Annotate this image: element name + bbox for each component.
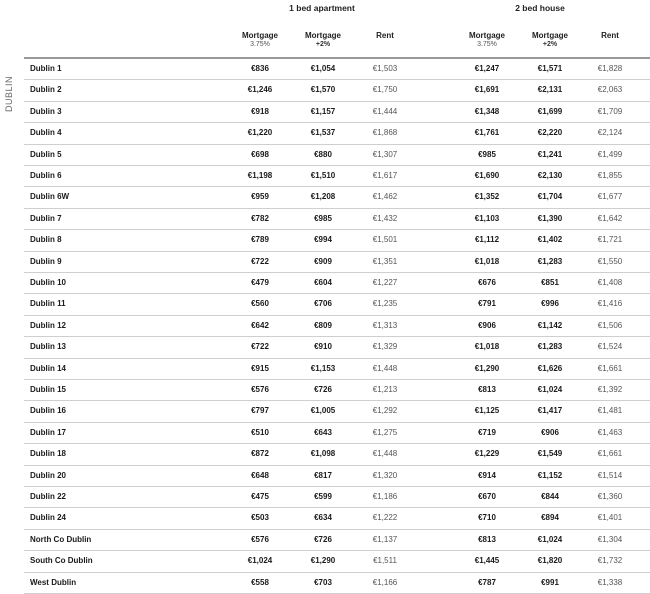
- value-cell: €698: [251, 149, 269, 159]
- area-name: South Co Dublin: [30, 556, 93, 566]
- area-name: Dublin 17: [30, 427, 67, 437]
- value-cell: €1,313: [372, 320, 398, 330]
- table-row: [24, 208, 650, 229]
- value-cell: €1,408: [597, 278, 623, 287]
- value-cell: €1,699: [537, 106, 563, 116]
- value-cell: €1,732: [597, 556, 623, 566]
- value-cell: €1,024: [537, 385, 563, 394]
- value-cell: €1,329: [372, 342, 398, 352]
- area-name: Dublin 18: [30, 449, 67, 459]
- value-cell: €1,220: [247, 128, 273, 138]
- value-cell: €1,137: [372, 534, 398, 544]
- column-header-sub: 3.75%: [477, 41, 497, 48]
- value-cell: €2,063: [597, 85, 623, 95]
- table-row: [24, 293, 650, 314]
- value-cell: €1,018: [474, 256, 500, 266]
- table-row: [24, 336, 650, 357]
- value-cell: €1,246: [247, 85, 273, 95]
- value-cell: €576: [251, 385, 269, 394]
- value-cell: €1,186: [372, 492, 398, 501]
- value-cell: €1,390: [537, 213, 563, 223]
- value-cell: €1,283: [537, 256, 563, 266]
- value-cell: €1,511: [373, 556, 397, 566]
- group-header: 2 bed house: [515, 3, 565, 13]
- value-cell: €1,222: [372, 513, 398, 523]
- area-name: Dublin 8: [30, 235, 62, 245]
- value-cell: €1,432: [372, 213, 398, 223]
- area-name: Dublin 3: [30, 106, 62, 116]
- value-cell: €914: [478, 470, 496, 480]
- table-row: [24, 465, 650, 486]
- value-cell: €1,448: [372, 363, 398, 373]
- value-cell: €1,402: [537, 235, 563, 245]
- value-cell: €1,292: [372, 406, 398, 416]
- table-row: [24, 251, 650, 272]
- value-cell: €1,704: [537, 192, 563, 202]
- table-row: [24, 443, 650, 464]
- value-cell: €722: [251, 256, 269, 266]
- area-name: Dublin 9: [30, 256, 62, 266]
- value-cell: €1,235: [372, 299, 398, 309]
- value-cell: €1,721: [597, 235, 623, 245]
- column-header-label: Mortgage: [532, 31, 568, 40]
- value-cell: €706: [314, 299, 332, 309]
- table-row: [24, 315, 650, 336]
- value-cell: €1,392: [597, 385, 623, 394]
- area-name: Dublin 5: [30, 149, 62, 159]
- value-cell: €1,750: [372, 85, 398, 95]
- value-cell: €726: [314, 385, 332, 394]
- value-cell: €510: [251, 427, 269, 437]
- value-cell: €1,157: [310, 106, 336, 116]
- table-row: [24, 58, 650, 79]
- value-cell: €1,550: [597, 256, 623, 266]
- area-name: Dublin 16: [30, 406, 67, 416]
- value-cell: €813: [478, 534, 496, 544]
- value-cell: €1,549: [537, 449, 563, 459]
- value-cell: €1,338: [597, 577, 623, 587]
- table-row: [24, 507, 650, 528]
- value-cell: €1,481: [597, 406, 623, 416]
- table-row: [24, 79, 650, 100]
- value-cell: €1,054: [310, 64, 336, 73]
- value-cell: €1,626: [537, 363, 563, 373]
- value-cell: €1,198: [247, 171, 273, 180]
- area-name: North Co Dublin: [30, 534, 92, 544]
- group-header: 1 bed apartment: [289, 3, 355, 13]
- area-name: Dublin 10: [30, 278, 67, 287]
- table-row: [24, 422, 650, 443]
- value-cell: €1,351: [372, 256, 398, 266]
- area-name: Dublin 6W: [30, 192, 70, 202]
- value-cell: €475: [251, 492, 269, 501]
- value-cell: €787: [478, 577, 496, 587]
- value-cell: €1,691: [474, 85, 500, 95]
- value-cell: €503: [251, 513, 269, 523]
- column-header-label: Mortgage: [469, 31, 505, 40]
- value-cell: €1,506: [597, 320, 623, 330]
- value-cell: €782: [251, 213, 269, 223]
- area-name: Dublin 2: [30, 85, 62, 95]
- area-name: Dublin 1: [30, 64, 62, 73]
- value-cell: €1,360: [597, 492, 623, 501]
- value-cell: €576: [251, 534, 269, 544]
- table-row: [24, 486, 650, 507]
- value-cell: €994: [314, 235, 332, 245]
- area-name: Dublin 22: [30, 492, 67, 501]
- value-cell: €726: [314, 534, 332, 544]
- area-name: Dublin 20: [30, 470, 67, 480]
- value-cell: €1,307: [372, 149, 398, 159]
- value-cell: €1,275: [372, 427, 398, 437]
- value-cell: €1,828: [597, 64, 623, 73]
- value-cell: €703: [314, 577, 332, 587]
- value-cell: €710: [478, 513, 496, 523]
- value-cell: €599: [314, 492, 332, 501]
- value-cell: €634: [314, 513, 332, 523]
- area-name: Dublin 11: [30, 299, 66, 309]
- value-cell: €817: [314, 470, 332, 480]
- value-cell: €642: [251, 320, 269, 330]
- value-cell: €2,130: [537, 171, 563, 180]
- value-cell: €1,448: [372, 449, 398, 459]
- column-header: [294, 31, 352, 49]
- value-cell: €851: [541, 278, 559, 287]
- table-row: [24, 186, 650, 207]
- value-cell: €1,098: [310, 449, 336, 459]
- value-cell: €910: [314, 342, 332, 352]
- column-header: [581, 31, 639, 40]
- value-cell: €643: [314, 427, 332, 437]
- value-cell: €1,761: [474, 128, 500, 138]
- value-cell: €2,131: [537, 85, 563, 95]
- column-header-sub: +2%: [542, 41, 558, 48]
- value-cell: €1,304: [597, 534, 623, 544]
- column-header-label: Mortgage: [305, 31, 341, 40]
- value-cell: €1,152: [537, 470, 563, 480]
- value-cell: €1,690: [474, 171, 500, 180]
- value-cell: €1,153: [310, 363, 336, 373]
- value-cell: €1,227: [372, 278, 398, 287]
- value-cell: €985: [478, 149, 496, 159]
- value-cell: €1,112: [474, 235, 500, 245]
- value-cell: €670: [478, 492, 496, 501]
- value-cell: €1,499: [597, 149, 623, 159]
- value-cell: €906: [541, 427, 559, 437]
- value-cell: €2,220: [537, 128, 563, 138]
- value-cell: €1,661: [597, 363, 623, 373]
- value-cell: €1,005: [310, 406, 336, 416]
- value-cell: €906: [478, 320, 496, 330]
- column-header-label: Rent: [601, 31, 619, 40]
- table-row: [24, 122, 650, 143]
- table-row: [24, 101, 650, 122]
- column-header-label: Mortgage: [242, 31, 278, 40]
- table-row: [24, 229, 650, 250]
- region-side-label: DUBLIN: [4, 75, 14, 113]
- area-name: West Dublin: [30, 577, 77, 587]
- value-cell: €1,166: [372, 577, 398, 587]
- value-cell: €1,510: [310, 171, 336, 180]
- value-cell: €797: [251, 406, 269, 416]
- area-name: Dublin 14: [30, 363, 67, 373]
- column-header-label: Rent: [376, 31, 394, 40]
- column-header: [231, 31, 289, 49]
- value-cell: €1,501: [372, 235, 398, 245]
- value-cell: €809: [314, 320, 332, 330]
- value-cell: €1,352: [474, 192, 500, 202]
- value-cell: €1,229: [474, 449, 500, 459]
- value-cell: €1,571: [537, 64, 563, 73]
- area-name: Dublin 6: [30, 171, 62, 180]
- value-cell: €789: [251, 235, 269, 245]
- value-cell: €1,868: [372, 128, 398, 138]
- value-cell: €676: [478, 278, 496, 287]
- value-cell: €1,677: [597, 192, 623, 202]
- value-cell: €1,661: [597, 449, 623, 459]
- value-cell: €1,642: [597, 213, 623, 223]
- value-cell: €1,570: [310, 85, 336, 95]
- value-cell: €991: [541, 577, 559, 587]
- area-name: Dublin 13: [30, 342, 67, 352]
- value-cell: €813: [478, 385, 496, 394]
- value-cell: €1,241: [537, 149, 563, 159]
- value-cell: €1,709: [597, 106, 623, 116]
- value-cell: €479: [251, 278, 269, 287]
- value-cell: €844: [541, 492, 559, 501]
- value-cell: €959: [251, 192, 269, 202]
- value-cell: €1,445: [474, 556, 500, 566]
- value-cell: €1,503: [372, 64, 398, 73]
- value-cell: €909: [314, 256, 332, 266]
- value-cell: €1,463: [597, 427, 623, 437]
- value-cell: €1,213: [372, 385, 398, 394]
- value-cell: €1,283: [537, 342, 563, 352]
- column-header-sub: 3.75%: [250, 41, 270, 48]
- value-cell: €1,514: [597, 470, 623, 480]
- value-cell: €1,417: [537, 406, 563, 416]
- table-row: [24, 144, 650, 165]
- value-cell: €791: [478, 299, 496, 309]
- value-cell: €1,208: [310, 192, 336, 202]
- table-row: [24, 272, 650, 293]
- value-cell: €1,125: [474, 406, 500, 416]
- table-row: [24, 550, 650, 571]
- table-row: [24, 379, 650, 400]
- value-cell: €1,348: [474, 106, 500, 116]
- value-cell: €1,018: [474, 342, 500, 352]
- column-header-sub: +2%: [315, 41, 331, 48]
- value-cell: €2,124: [597, 128, 623, 138]
- value-cell: €604: [314, 278, 332, 287]
- area-name: Dublin 7: [30, 213, 62, 223]
- value-cell: €880: [314, 149, 332, 159]
- value-cell: €1,142: [537, 320, 563, 330]
- column-header: [356, 31, 414, 40]
- value-cell: €1,290: [310, 556, 336, 566]
- value-cell: €1,401: [597, 513, 623, 523]
- area-name: Dublin 24: [30, 513, 67, 523]
- value-cell: €1,820: [537, 556, 563, 566]
- value-cell: €1,247: [474, 64, 500, 73]
- value-cell: €918: [251, 106, 269, 116]
- column-header: [521, 31, 579, 49]
- value-cell: €1,444: [372, 106, 398, 116]
- value-cell: €996: [541, 299, 559, 309]
- value-cell: €836: [251, 64, 269, 73]
- value-cell: €1,537: [310, 128, 336, 138]
- area-name: Dublin 12: [30, 320, 67, 330]
- value-cell: €1,290: [474, 363, 500, 373]
- area-name: Dublin 4: [30, 128, 62, 138]
- value-cell: €558: [251, 577, 269, 587]
- table-row: [24, 358, 650, 379]
- value-cell: €1,617: [372, 171, 398, 180]
- value-cell: €722: [251, 342, 269, 352]
- table-row: [24, 529, 650, 550]
- value-cell: €1,103: [474, 213, 500, 223]
- area-name: Dublin 15: [30, 385, 67, 394]
- value-cell: €985: [314, 213, 332, 223]
- table-row: [24, 400, 650, 421]
- value-cell: €1,024: [247, 556, 273, 566]
- value-cell: €1,524: [597, 342, 623, 352]
- column-header: [458, 31, 516, 49]
- value-cell: €560: [251, 299, 269, 309]
- value-cell: €1,024: [537, 534, 563, 544]
- table-row: [24, 572, 650, 593]
- value-cell: €894: [541, 513, 559, 523]
- value-cell: €872: [251, 449, 269, 459]
- value-cell: €1,462: [372, 192, 398, 202]
- value-cell: €915: [251, 363, 269, 373]
- table-row: [24, 165, 650, 186]
- value-cell: €648: [251, 470, 269, 480]
- value-cell: €1,416: [597, 299, 623, 309]
- value-cell: €1,855: [597, 171, 623, 180]
- value-cell: €719: [478, 427, 496, 437]
- value-cell: €1,320: [372, 470, 398, 480]
